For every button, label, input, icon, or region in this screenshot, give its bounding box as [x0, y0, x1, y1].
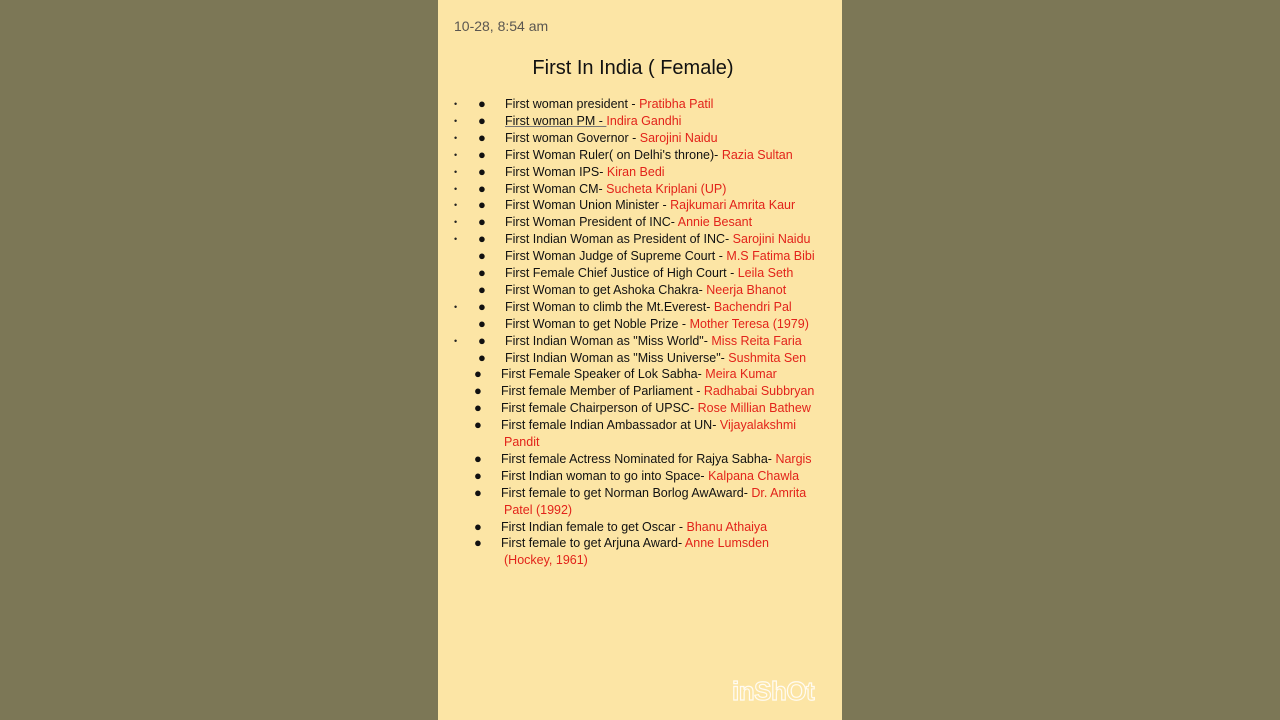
- item-label: First Woman Union Minister -: [505, 198, 667, 213]
- bullet-icon: ●: [478, 129, 486, 145]
- item-label: First Female Speaker of Lok Sabha-: [501, 367, 702, 382]
- bullet-icon: •: [454, 115, 458, 126]
- left-blur-panel: [0, 0, 438, 720]
- bullet-icon: •: [454, 301, 458, 312]
- item-label: First Indian Woman as President of INC-: [505, 232, 730, 247]
- item-answer: Neerja Bhanot: [706, 282, 787, 297]
- bullet-icon: ●: [474, 383, 482, 399]
- bullet-icon: ●: [478, 332, 486, 348]
- item-answer: Sushmita Sen: [728, 350, 807, 365]
- bullet-icon: ●: [478, 96, 486, 111]
- bullet-icon: ●: [478, 112, 486, 128]
- bullet-icon: ●: [474, 400, 482, 416]
- item-answer: Kiran Bedi: [606, 164, 665, 179]
- item-answer: Bhanu Athaiya: [686, 519, 768, 534]
- bullet-icon: ●: [478, 315, 486, 331]
- item-answer: Sarojini Naidu: [639, 130, 718, 145]
- bullet-icon: •: [454, 335, 458, 346]
- item-label: First Woman Ruler( on Delhi's throne)-: [505, 147, 719, 162]
- bullet-icon: ●: [478, 214, 486, 230]
- item-answer: Annie Besant: [677, 215, 753, 230]
- bullet-icon: •: [454, 166, 458, 177]
- item-label: First Woman IPS-: [505, 164, 604, 179]
- item-answer: Miss Reita Faria: [711, 333, 802, 348]
- timestamp: 10-28, 8:54 am: [454, 18, 549, 34]
- item-answer: Razia Sultan: [721, 147, 793, 162]
- bullet-icon: ●: [478, 248, 486, 264]
- item-label: First Woman to get Noble Prize -: [505, 316, 687, 331]
- watermark-logo: inShOt: [732, 676, 815, 706]
- item-label: First Woman to get Ashoka Chakra-: [505, 282, 703, 297]
- item-answer: Pratibha Patil: [639, 97, 714, 111]
- bullet-icon: •: [454, 200, 458, 211]
- item-label: First Indian Woman as "Miss World"-: [505, 333, 708, 348]
- bullet-icon: ●: [474, 484, 482, 500]
- right-blur-panel: [842, 0, 1280, 720]
- bullet-icon: ●: [474, 366, 482, 382]
- bullet-icon: ●: [478, 146, 486, 162]
- item-answer-continued: Patel (1992): [504, 502, 573, 517]
- item-answer: Meira Kumar: [705, 367, 777, 382]
- bullet-icon: •: [454, 99, 458, 109]
- bullet-icon: ●: [478, 163, 486, 179]
- item-answer: Sucheta Kriplani (UP): [606, 181, 727, 196]
- note-page: [438, 0, 842, 720]
- item-label: First Indian Woman as "Miss Universe"-: [505, 350, 725, 365]
- bullet-icon: ●: [478, 231, 486, 247]
- item-answer: M.S Fatima Bibi: [726, 249, 815, 264]
- item-answer: Vijayalakshmi: [719, 418, 797, 433]
- item-label: First Woman President of INC-: [505, 215, 675, 230]
- item-label: First female Chairperson of UPSC-: [501, 401, 695, 416]
- item-label: First woman Governor -: [505, 130, 637, 145]
- bullet-icon: ●: [478, 298, 486, 314]
- item-answer: Mother Teresa (1979): [689, 316, 809, 331]
- item-answer: Rose Millian Bathew: [697, 401, 811, 416]
- item-answer: Anne Lumsden: [684, 536, 769, 551]
- item-label: First Woman to climb the Mt.Everest-: [505, 299, 711, 314]
- bullet-icon: ●: [474, 535, 482, 551]
- item-answer: Indira Gandhi: [606, 113, 682, 128]
- bullet-icon: ●: [478, 265, 486, 280]
- item-label: First female Indian Ambassador at UN-: [501, 418, 717, 433]
- item-label: First Woman CM-: [505, 181, 603, 196]
- bullet-icon: ●: [474, 417, 482, 433]
- bullet-icon: •: [454, 149, 458, 160]
- item-answer: Dr. Amrita: [751, 485, 807, 500]
- bullet-icon: ●: [474, 518, 482, 534]
- item-label: First woman PM -: [505, 113, 607, 128]
- item-label: First female Actress Nominated for Rajya Sabha-: [501, 451, 772, 466]
- item-answer: Sarojini Naidu: [732, 232, 811, 247]
- item-label: First Woman Judge of Supreme Court -: [505, 249, 723, 264]
- item-answer: Bachendri Pal: [713, 299, 792, 314]
- bullet-icon: ●: [478, 349, 486, 365]
- bullet-icon: ●: [474, 467, 482, 483]
- item-label: First woman president -: [505, 97, 636, 111]
- item-answer-continued: Pandit: [504, 435, 540, 450]
- item-label: First female to get Norman Borlog AwAward-: [501, 485, 748, 500]
- bullet-icon: ●: [478, 180, 486, 196]
- bullet-icon: •: [454, 183, 458, 194]
- bullet-icon: •: [454, 234, 458, 245]
- bullet-icon: ●: [478, 281, 486, 297]
- item-label: First Indian woman to go into Space-: [501, 468, 705, 483]
- item-answer: Radhabai Subbryan: [703, 384, 815, 399]
- item-label: First female to get Arjuna Award-: [501, 536, 683, 551]
- bullet-icon: •: [454, 217, 458, 228]
- item-answer: Leila Seth: [737, 266, 794, 280]
- bullet-icon: ●: [474, 450, 482, 466]
- bullet-icon: ●: [478, 197, 486, 213]
- item-answer: Rajkumari Amrita Kaur: [670, 198, 796, 213]
- item-answer: Nargis: [775, 451, 812, 466]
- item-label: First female Member of Parliament -: [501, 384, 701, 399]
- item-label: First Female Chief Justice of High Court -: [505, 266, 735, 280]
- bullet-icon: •: [454, 132, 458, 143]
- item-answer: Kalpana Chawla: [708, 468, 800, 483]
- page-title: First In India ( Female): [532, 57, 734, 79]
- item-answer-continued: (Hockey, 1961): [504, 553, 588, 568]
- item-label: First Indian female to get Oscar -: [501, 519, 684, 534]
